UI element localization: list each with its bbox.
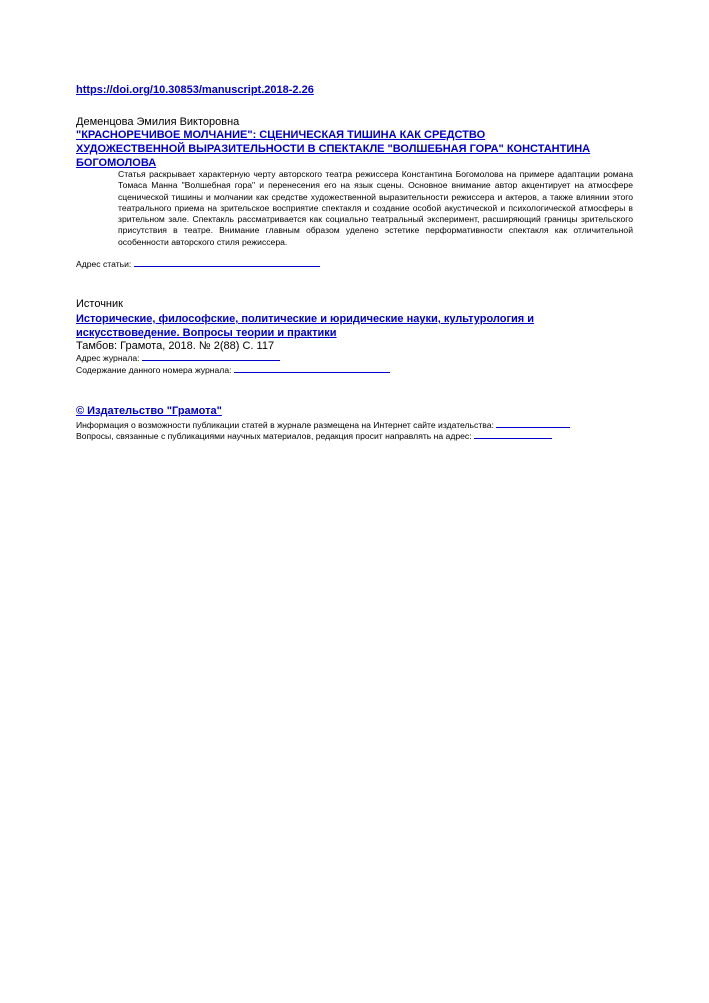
doi-link[interactable]: https://doi.org/10.30853/manuscript.2018-2.26 [76, 84, 314, 96]
publication-info-text: Информация о возможности публикации статей в журнале размещена на Интернет сайте издательства: [76, 420, 494, 430]
issue-contents-label: Содержание данного номера журнала: [76, 365, 232, 375]
article-title-link[interactable]: "КРАСНОРЕЧИВОЕ МОЛЧАНИЕ": СЦЕНИЧЕСКАЯ ТИШИНА КАК СРЕДСТВО ХУДОЖЕСТВЕННОЙ ВЫРАЗИТЕЛЬНОСТИ В СПЕКТАКЛЕ "ВОЛШЕБНАЯ ГОРА" КОНСТАНТИНА БОГОМОЛОВА [76, 129, 591, 169]
article-address-label: Адрес статьи: [76, 259, 132, 269]
journal-issue: Тамбов: Грамота, 2018. № 2(88) C. 117 [76, 340, 275, 352]
publication-info-row [76, 419, 570, 430]
source-label: Источник [76, 298, 123, 310]
journal-title-link[interactable]: Исторические, философские, политические и юридические науки, культурология и искусствоведение. Вопросы теории и практики [76, 313, 535, 339]
issue-contents-row [76, 364, 390, 375]
publisher-link[interactable]: © Издательство "Грамота" [76, 405, 222, 417]
issue-contents-link[interactable] [234, 364, 390, 373]
publisher-site-link[interactable] [496, 419, 570, 428]
journal-address-link[interactable] [142, 352, 280, 361]
author-name: Деменцова Эмилия Викторовна [76, 116, 240, 128]
journal-address-row [76, 352, 280, 363]
article-abstract: Статья раскрывает характерную черту авторского театра режиссера Константина Богомолова на примере адаптации романа Томаса Манна "Волшебная гора" и перенесения его на язык сцены. Основное внимание автор акцентирует на атмосфере сценической тишины и молчании как средстве художественной выразительности режиссера и актеров, а также влиянии этого театрального приема на зрительское восприятие спектакля и создание особой акустической и психологической атмосферы в зрительном зале. Спектакль рассматривается как социально театральный эксперимент, расширяющий границы зрительского присутствия в театре. Внимание главным образом уделено эстетике перформативности спектакля как отличительной особенности авторского стиля режиссера. [118, 169, 633, 247]
editorial-email-link[interactable] [474, 430, 552, 439]
questions-info-row [76, 430, 552, 441]
article-address-link[interactable] [134, 258, 320, 267]
journal-address-label: Адрес журнала: [76, 353, 140, 363]
article-address-row [76, 258, 320, 269]
questions-info-text: Вопросы, связанные с публикациями научных материалов, редакция просит направлять на адрес: [76, 431, 472, 441]
